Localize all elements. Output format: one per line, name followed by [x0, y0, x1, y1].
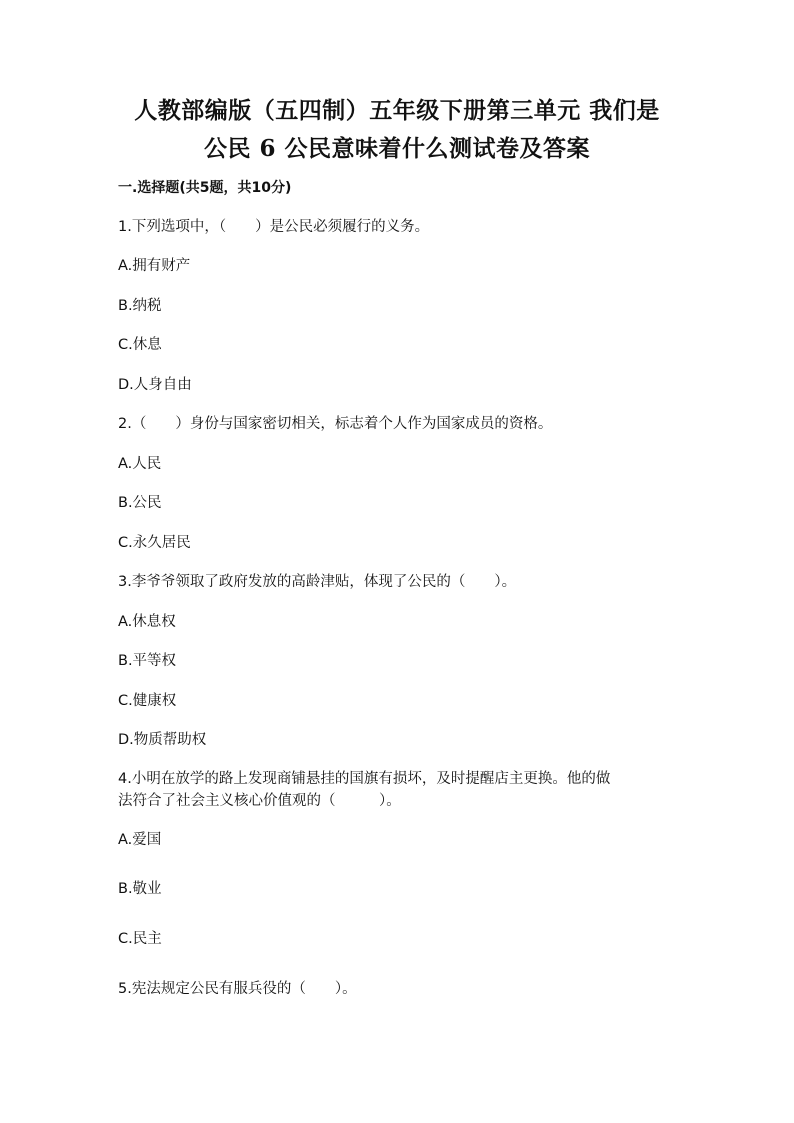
question-1-option-c: C.休息: [118, 337, 162, 353]
section-heading: 一.选择题(共5题，共10分): [118, 180, 292, 196]
question-1-option-b: B.纳税: [118, 298, 162, 314]
question-2-option-b: B.公民: [118, 495, 162, 511]
title-line-1: 人教部编版（五四制）五年级下册第三单元 我们是: [134, 97, 660, 124]
question-4-stem-line-2: 法符合了社会主义核心价值观的（ ）。: [118, 793, 401, 809]
question-1-option-a: A.拥有财产: [118, 258, 191, 274]
question-4-stem-line-1: 4.小明在放学的路上发现商铺悬挂的国旗有损坏，及时提醒店主更换。他的做: [118, 771, 611, 787]
question-3-option-d: D.物质帮助权: [118, 732, 207, 748]
question-3-stem: 3.李爷爷领取了政府发放的高龄津贴，体现了公民的（ ）。: [118, 574, 517, 590]
question-5-stem: 5.宪法规定公民有服兵役的（ ）。: [118, 981, 357, 997]
question-4-option-b: B.敬业: [118, 881, 162, 897]
page-title: [80, 92, 714, 168]
question-3-option-a: A.休息权: [118, 614, 176, 630]
title-line-2: 公民 6 公民意味着什么测试卷及答案: [203, 135, 591, 162]
question-2-option-a: A.人民: [118, 456, 162, 472]
question-2-stem: 2.（ ）身份与国家密切相关，标志着个人作为国家成员的资格。: [118, 416, 553, 432]
question-3-option-c: C.健康权: [118, 693, 177, 709]
question-4-option-a: A.爱国: [118, 832, 162, 848]
question-1-stem: 1.下列选项中，（ ）是公民必须履行的义务。: [118, 219, 430, 235]
question-1-option-d: D.人身自由: [118, 377, 192, 393]
question-4-option-c: C.民主: [118, 931, 162, 947]
question-3-option-b: B.平等权: [118, 653, 177, 669]
question-2-option-c: C.永久居民: [118, 535, 191, 551]
